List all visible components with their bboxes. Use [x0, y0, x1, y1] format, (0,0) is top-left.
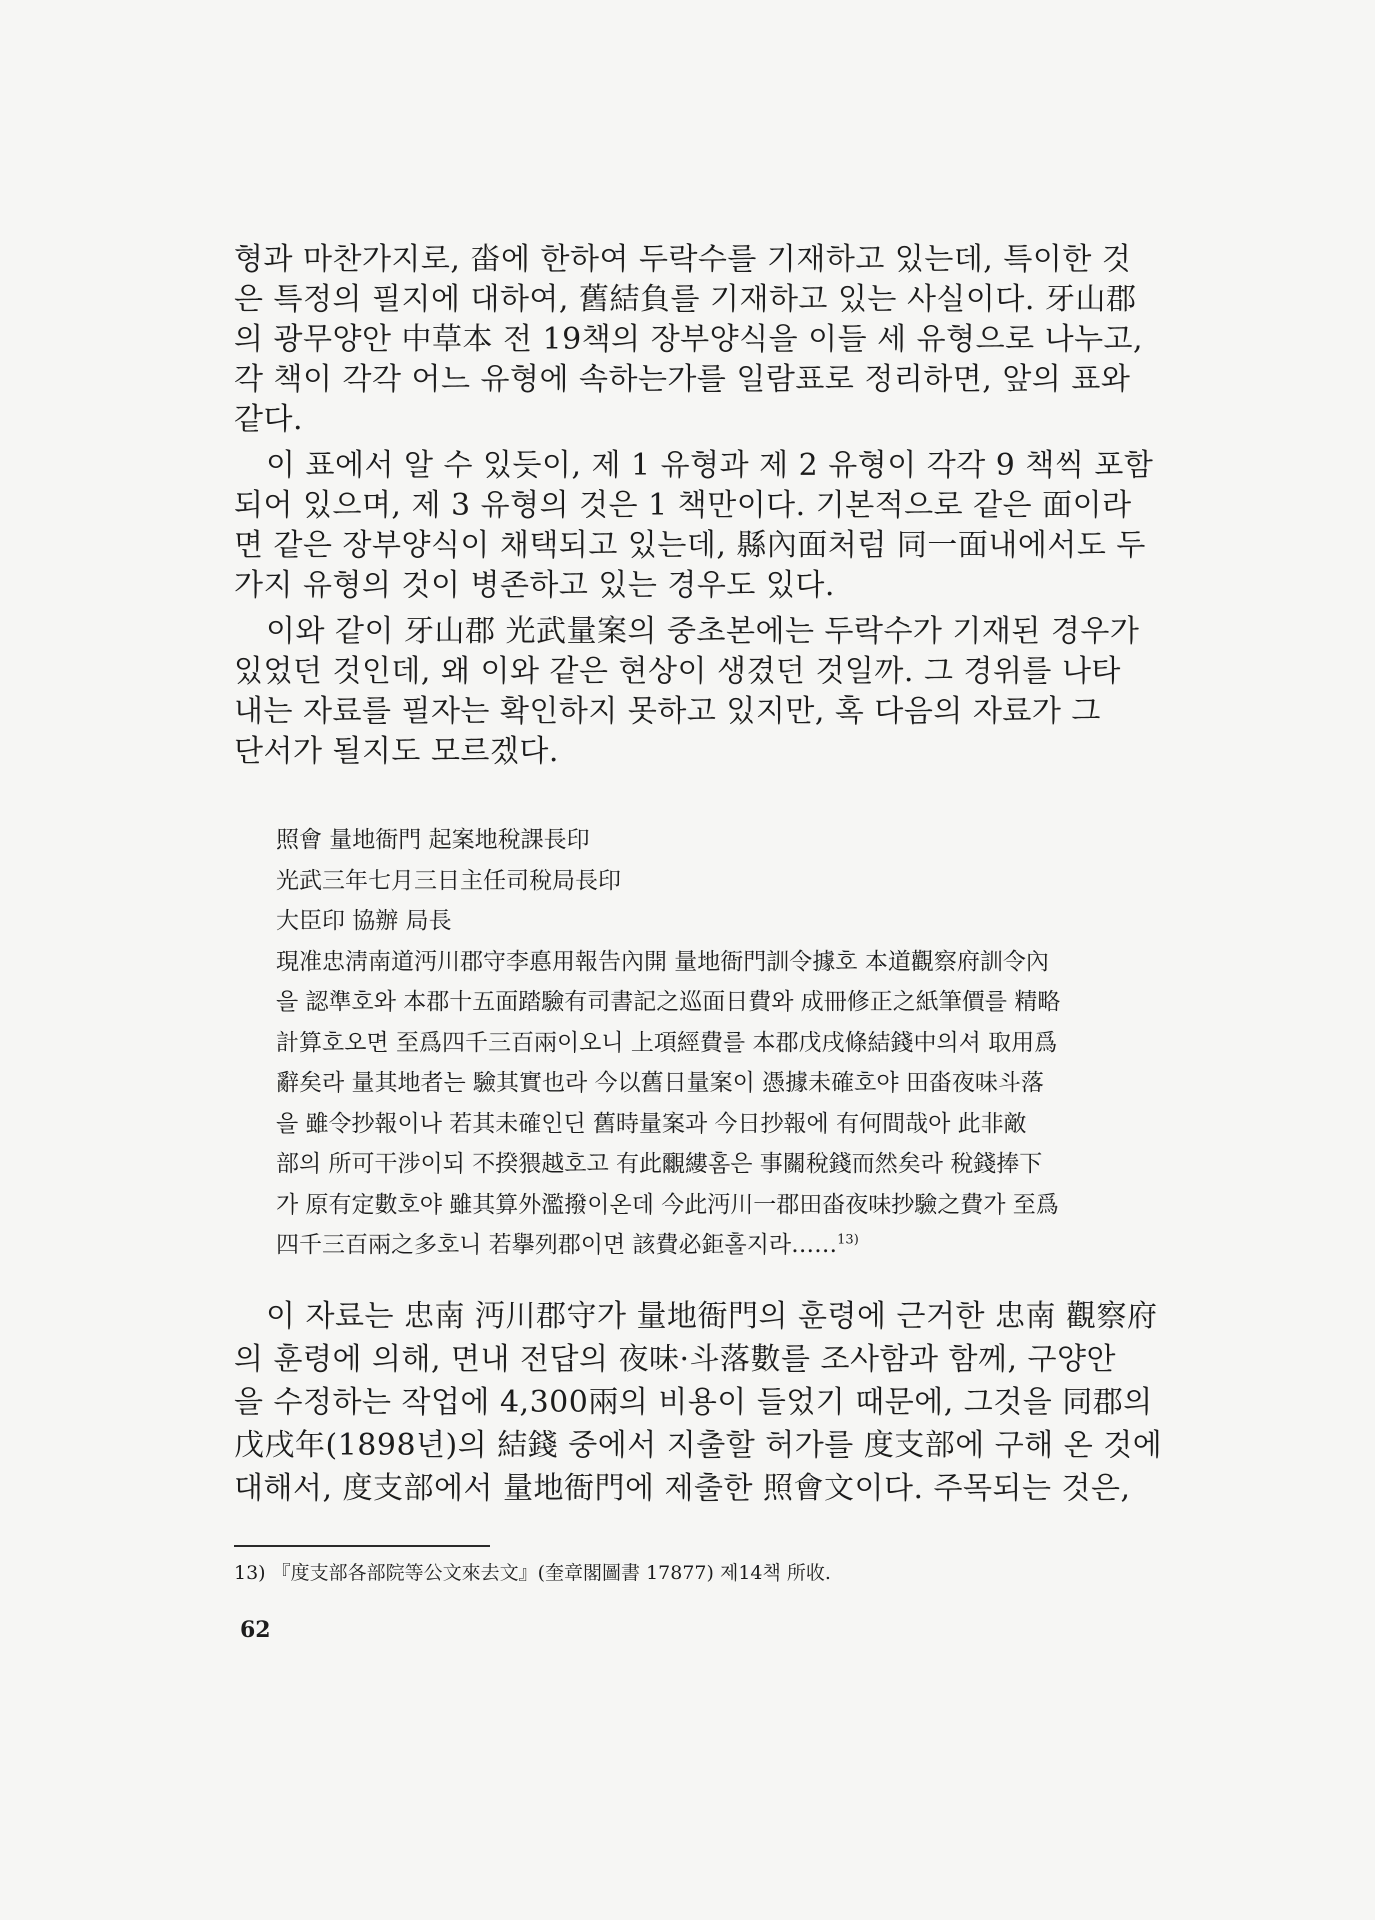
quoted-document [276, 820, 1176, 1266]
footnote-divider [234, 1545, 490, 1547]
quote-body-line: 가 原有定數호야 雖其算外濫撥이온데 今此沔川一郡田畓夜味抄驗之費가 至爲 [276, 1191, 1059, 1218]
text-line: 되어 있으며, 제 3 유형의 것은 1 책만이다. 기본적으로 같은 面이라 [234, 488, 1132, 523]
quote-body-line: 을 雖令抄報이나 若其未確인딘 舊時量案과 今日抄報에 有何間哉아 此非敵 [276, 1110, 1027, 1137]
quote-header-line: 光武三年七月三日主任司稅局長印 [276, 867, 621, 894]
paragraph-1 [234, 240, 1174, 440]
quote-header-line: 照會 量地衙門 起案地稅課長印 [276, 827, 590, 853]
page-number: 62 [240, 1617, 271, 1643]
quote-header-line: 大臣印 協辦 局長 [276, 908, 452, 934]
quote-body-text: 四千三百兩之多호니 若擧列郡이면 該費必鉅홀지라…… [276, 1232, 838, 1258]
text-line: 의 광무양안 中草本 전 19책의 장부양식을 이들 세 유형으로 나누고, [234, 322, 1144, 357]
text-line: 戊戌年(1898년)의 結錢 중에서 지출할 허가를 度支部에 구해 온 것에 [234, 1428, 1163, 1463]
text-line: 같다. [234, 402, 303, 437]
text-line: 면 같은 장부양식이 채택되고 있는데, 縣內面처럼 同一面내에서도 두 [234, 528, 1146, 563]
text-line: 이 표에서 알 수 있듯이, 제 1 유형과 제 2 유형이 각각 9 책씩 포함 [266, 448, 1154, 483]
text-line: 형과 마찬가지로, 畓에 한하여 두락수를 기재하고 있는데, 특이한 것 [234, 242, 1132, 277]
text-line: 각 책이 각각 어느 유형에 속하는가를 일람표로 정리하면, 앞의 표와 [234, 362, 1131, 397]
text-line: 을 수정하는 작업에 4,300兩의 비용이 들었기 때문에, 그것을 同郡의 [234, 1385, 1153, 1420]
text-line: 가지 유형의 것이 병존하고 있는 경우도 있다. [234, 568, 835, 603]
paragraph-3 [234, 612, 1174, 772]
text-line: 내는 자료를 필자는 확인하지 못하고 있지만, 혹 다음의 자료가 그 [234, 694, 1101, 729]
text-line: 이와 같이 牙山郡 光武量案의 중초본에는 두락수가 기재된 경우가 [266, 614, 1140, 649]
quote-body-line-last [276, 1225, 1176, 1266]
text-line: 단서가 될지도 모르겠다. [234, 734, 559, 769]
quote-body-line: 을 認準호와 本郡十五面踏驗有司書記之巡面日費와 成冊修正之紙筆價를 精略 [276, 989, 1061, 1015]
quote-body-line: 辭矣라 量其地者는 驗其實也라 今以舊日量案이 憑據未確호야 田畓夜味斗落 [276, 1070, 1044, 1096]
quote-body-line: 現准忠淸南道沔川郡守李悳用報告內開 量地衙門訓令據호 本道觀察府訓令內 [276, 948, 1049, 975]
text-line: 은 특정의 필지에 대하여, 舊結負를 기재하고 있는 사실이다. 牙山郡 [234, 282, 1137, 317]
quote-body-line: 部의 所可干涉이되 不揆猥越호고 有此覼縷홈은 事關稅錢而然矣라 稅錢捧下 [276, 1151, 1043, 1177]
paragraph-4 [234, 1295, 1174, 1510]
text-line: 있었던 것인데, 왜 이와 같은 현상이 생겼던 것일까. 그 경위를 나타 [234, 654, 1121, 689]
footnote-reference: 13) [837, 1232, 859, 1248]
paragraph-2 [234, 446, 1174, 606]
quote-body-line: 計算호오면 至爲四千三百兩이오니 上項經費를 本郡戊戌條結錢中의셔 取用爲 [276, 1029, 1058, 1056]
text-line: 의 훈령에 의해, 면내 전답의 夜味·斗落數를 조사함과 함께, 구양안 [234, 1342, 1116, 1377]
text-line: 이 자료는 忠南 沔川郡守가 量地衙門의 훈령에 근거한 忠南 觀察府 [266, 1299, 1158, 1334]
text-line: 대해서, 度支部에서 量地衙門에 제출한 照會文이다. 주목되는 것은, [234, 1471, 1131, 1506]
footnote: 13) 『度支部各部院等公文來去文』(奎章閣圖書 17877) 제14책 所收. [234, 1562, 831, 1584]
